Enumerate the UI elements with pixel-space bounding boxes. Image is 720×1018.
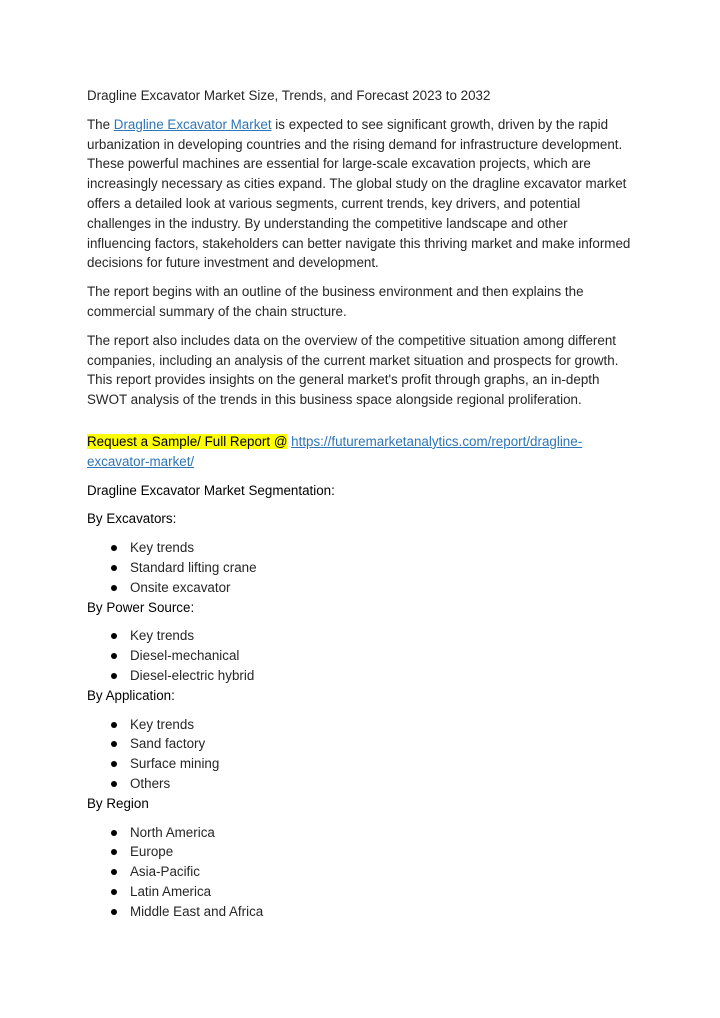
market-link[interactable]: Dragline Excavator Market bbox=[113, 116, 272, 132]
list-item-label: Diesel-mechanical bbox=[130, 648, 240, 664]
bullet-list bbox=[87, 626, 632, 685]
list-item bbox=[109, 902, 632, 922]
bullet-icon bbox=[111, 889, 117, 895]
section-heading: By Region bbox=[87, 795, 149, 811]
list-item bbox=[109, 558, 632, 578]
list-item-label: North America bbox=[130, 824, 215, 840]
list-item-label: Onsite excavator bbox=[130, 579, 231, 595]
list-item bbox=[109, 842, 632, 862]
list-item-label: Middle East and Africa bbox=[130, 903, 264, 919]
list-item-label: Surface mining bbox=[130, 756, 220, 772]
bullet-icon bbox=[111, 722, 117, 728]
report-url-link[interactable]: https://futuremarketanalytics.com/report/dragline-excavator-market/ bbox=[87, 433, 583, 469]
segmentation-sections bbox=[87, 509, 632, 921]
section-heading: By Power Source: bbox=[87, 599, 195, 615]
request-sample-label: Request a Sample/ Full Report @ bbox=[87, 433, 288, 449]
bullet-icon bbox=[111, 633, 117, 639]
bullet-icon bbox=[111, 741, 117, 747]
bullet-icon bbox=[111, 545, 117, 551]
list-item bbox=[109, 666, 632, 686]
intro-prefix: The bbox=[87, 116, 114, 132]
list-item bbox=[109, 734, 632, 754]
intro-suffix: is expected to see significant growth, driven by the rapid urbanization in developing countries and the rising demand for infrastructure development. These powerful machines are essential for large-scale excavation projects, which are increasingly necessary as cities expand. The global study on the dragline excavator market offers a detailed look at various segments, current trends, key drivers, and potential challenges in the industry. By understanding the competitive landscape and other influencing factors, stakeholders can better navigate this thriving market and make informed decisions for future investment and development. bbox=[87, 116, 631, 271]
list-item bbox=[109, 715, 632, 735]
bullet-icon bbox=[111, 909, 117, 915]
request-sample-line bbox=[87, 432, 632, 472]
list-item-label: Asia-Pacific bbox=[130, 864, 200, 880]
report-outline-paragraph: The report begins with an outline of the business environment and then explains the commercial summary of the chain structure. bbox=[87, 284, 584, 319]
list-item-label: Diesel-electric hybrid bbox=[130, 667, 255, 683]
list-item-label: Key trends bbox=[130, 540, 195, 556]
bullet-list bbox=[87, 538, 632, 597]
bullet-icon bbox=[111, 761, 117, 767]
list-item-label: Latin America bbox=[130, 883, 212, 899]
bullet-icon bbox=[111, 849, 117, 855]
bullet-icon bbox=[111, 673, 117, 679]
segmentation-heading: Dragline Excavator Market Segmentation: bbox=[87, 482, 335, 498]
bullet-icon bbox=[111, 830, 117, 836]
list-item-label: Key trends bbox=[130, 628, 195, 644]
intro-paragraph bbox=[87, 115, 632, 273]
list-item-label: Sand factory bbox=[130, 736, 206, 752]
bullet-icon bbox=[111, 653, 117, 659]
document-title: Dragline Excavator Market Size, Trends, and Forecast 2023 to 2032 bbox=[87, 88, 491, 103]
list-item bbox=[109, 538, 632, 558]
list-item bbox=[109, 862, 632, 882]
list-item-label: Others bbox=[130, 775, 171, 791]
list-item bbox=[109, 754, 632, 774]
list-item-label: Standard lifting crane bbox=[130, 559, 257, 575]
bullet-list bbox=[87, 823, 632, 922]
bullet-icon bbox=[111, 869, 117, 875]
list-item-label: Key trends bbox=[130, 716, 195, 732]
list-item bbox=[109, 823, 632, 843]
list-item bbox=[109, 626, 632, 646]
section-heading: By Excavators: bbox=[87, 511, 177, 527]
list-item bbox=[109, 774, 632, 794]
bullet-icon bbox=[111, 565, 117, 571]
list-item bbox=[109, 646, 632, 666]
list-item-label: Europe bbox=[130, 844, 174, 860]
list-item bbox=[109, 882, 632, 902]
list-item bbox=[109, 578, 632, 598]
section-heading: By Application: bbox=[87, 687, 175, 703]
report-overview-paragraph: The report also includes data on the overview of the competitive situation among different companies, including an analysis of the current market situation and prospects for growth. This report provides insights on the general market's profit through graphs, an in-depth SWOT analysis of the trends in this business space alongside regional proliferation. bbox=[87, 332, 619, 408]
bullet-list bbox=[87, 715, 632, 794]
bullet-icon bbox=[111, 781, 117, 787]
bullet-icon bbox=[111, 585, 117, 591]
